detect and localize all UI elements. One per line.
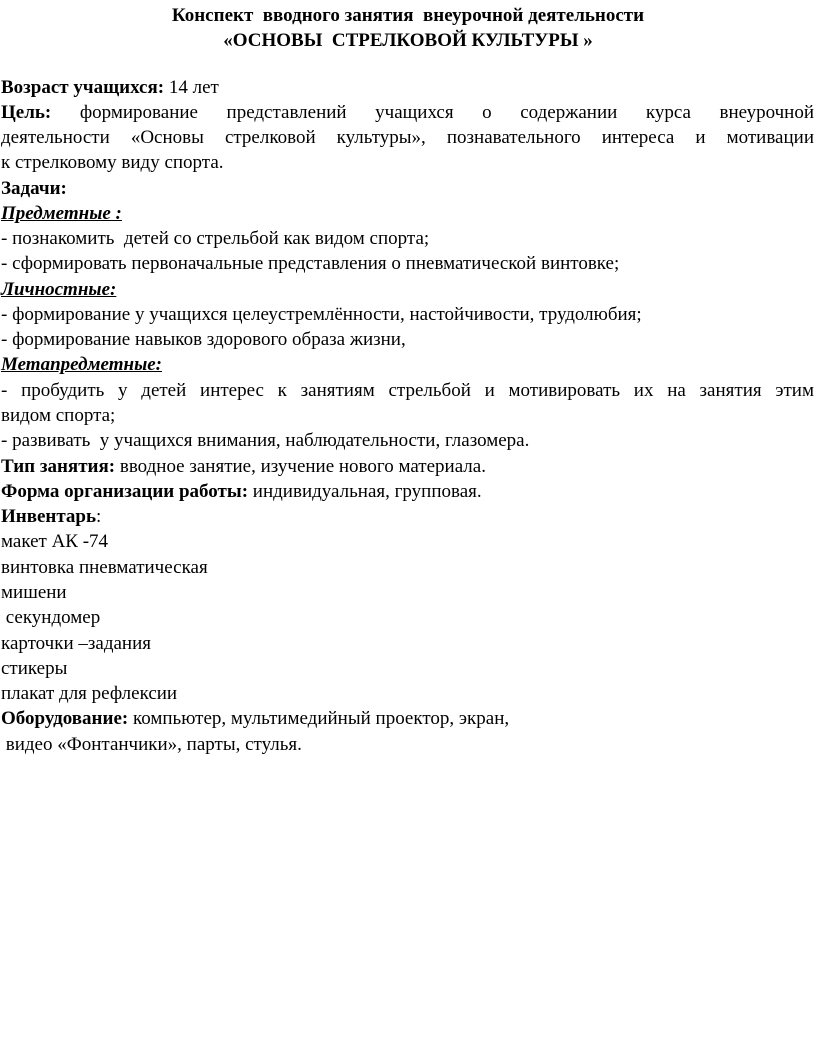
tasks-label: Задачи: [1,178,67,199]
equipment-row [1,707,509,731]
inventory-label: Инвентарь [1,506,97,527]
inventory-item: секундомер [1,607,101,628]
age-row [1,76,219,100]
inventory-item: макет АК -74 [1,531,109,552]
document-title-line-1: Конспект вводного занятия внеурочной деятельности [171,5,645,26]
metasubject-item-1-line-2: видом спорта; [1,405,116,426]
subject-item-2: - сформировать первоначальные представления о пневматической винтовке; [1,253,620,274]
goal-label: Цель: [1,102,52,123]
subject-heading: Предметные : [1,203,122,224]
lesson-type-value: вводное занятие, изучение нового материала. [115,456,486,477]
inventory-colon: : [96,506,102,527]
inventory-item: мишени [1,582,67,603]
inventory-item: карточки –задания [1,633,152,654]
metasubject-heading: Метапредметные: [1,354,163,375]
age-label: Возраст учащихся: [1,77,165,98]
work-form-label: Форма организации работы: [1,481,249,502]
goal-line-2: деятельности «Основы стрелковой культуры», познавательного интереса и мотивации [1,127,814,148]
goal-text-1: формирование представлений учащихся о содержании курса внеурочной [51,102,814,123]
metasubject-item-2: - развивать у учащихся внимания, наблюдательности, глазомера. [1,430,530,451]
lesson-type-row [1,455,486,479]
equipment-label: Оборудование: [1,708,129,729]
goal-line-3: к стрелковому виду спорта. [1,152,224,173]
inventory-item: плакат для рефлексии [1,683,178,704]
personal-item-1: - формирование у учащихся целеустремлённости, настойчивости, трудолюбия; [1,304,642,325]
goal-line-1 [1,101,814,125]
work-form-value: индивидуальная, групповая. [248,481,482,502]
document-title-line-2: «ОСНОВЫ СТРЕЛКОВОЙ КУЛЬТУРЫ » [223,30,593,51]
personal-item-2: - формирование навыков здорового образа жизни, [1,329,406,350]
inventory-row [1,505,101,529]
personal-heading: Личностные: [1,279,117,300]
equipment-text-1: компьютер, мультимедийный проектор, экран, [128,708,510,729]
inventory-item: винтовка пневматическая [1,557,208,578]
lesson-type-label: Тип занятия: [1,456,116,477]
inventory-item: стикеры [1,658,68,679]
metasubject-item-1-line-1: - пробудить у детей интерес к занятиям стрельбой и мотивировать их на занятия этим [1,380,814,401]
subject-item-1: - познакомить детей со стрельбой как видом спорта; [1,228,430,249]
work-form-row [1,480,482,504]
age-value: 14 лет [164,77,219,98]
equipment-line-2: видео «Фонтанчики», парты, стулья. [1,734,302,755]
